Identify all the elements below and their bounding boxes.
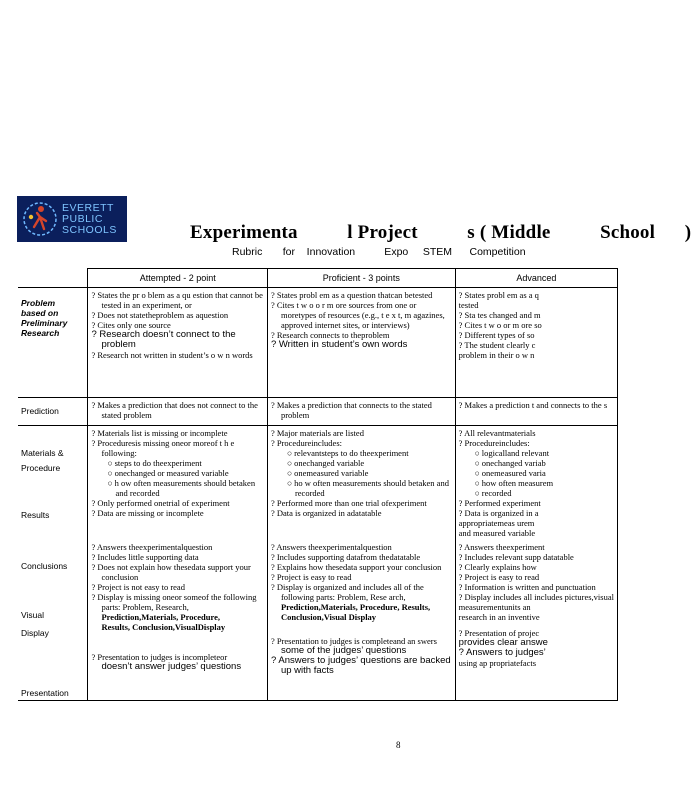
body-proficient: ? Major materials are listed ? Procedureincludes: ○ relevantsteps to do theexperiment ○ onechanged variable ○ onemeasured variable ○ ho w often measurements should betaken and recorded ? Performed more than one trial ofexperiment ? Data is organized in adatatable ? Answers theexperimentalquestion ? Includes supporting datafrom thedatatable ? Explains how thesedata support your conclusion ? Project is easy to read ? Display is organized and includes all of the following parts: Problem, Rese arch, Prediction,Materials, Procedure, Results, Conclusion,Visual Display ? Presentation to judges is completeand an swers some of the judges’ questions ? Answers to judges’ questions are backed up with facts <box>267 426 455 701</box>
circle-bullet-icon: ○ <box>474 448 480 458</box>
problem-proficient: ? States probl em as a question thatcan betested ? Cites t w o o r m ore sources from one or moretypes of resources (e.g., t e x t, m agazines, approved internet sites, or interviews) ? Research connects to theproblem ? Written in student’s own words <box>267 288 455 398</box>
circle-bullet-icon: ○ <box>286 458 293 468</box>
prediction-proficient: ? Makes a prediction that connects to the stated problem <box>267 398 455 426</box>
header-advanced: Advanced <box>455 269 617 288</box>
circle-bullet-icon: ○ <box>286 448 293 458</box>
circle-bullet-icon: ○ <box>107 458 113 468</box>
rubric-table <box>18 268 618 701</box>
problem-advanced: ? States probl em as a q tested ? Sta tes changed and m ? Cites t w o or m ore so ? Different types of so ? The student clearly c problem in their o w n <box>455 288 617 398</box>
body-advanced: ? All relevantmaterials ? Procedureincludes: ○ logicalland relevant ○ onechanged variab ○ onemeasured varia ○ how often measurem ○ recorded ? Performed experiment ? Data is organized in a appropriatemeas urem and measured variable ? Answers theexperiment ? Includes relevant supp datatable ? Clearly explains how ? Project is easy to read ? Information is written and punctuation ? Display includes all includes pictures,visual measurementunits an research in an inventive ? Presentation of projec provides clear answe ? Answers to judges’ using ap propriatefacts <box>455 426 617 701</box>
prediction-advanced: ? Makes a prediction t and connects to the s <box>455 398 617 426</box>
header-corner <box>18 269 88 288</box>
everett-logo <box>17 196 127 242</box>
circle-bullet-icon: ○ <box>474 458 480 468</box>
rubric-header-row <box>18 269 618 288</box>
row-prediction <box>18 398 618 426</box>
circle-bullet-icon: ○ <box>474 478 480 488</box>
page-title: Experimenta l Project s ( Middle School ) <box>190 222 691 243</box>
category-prediction: Prediction <box>18 398 88 426</box>
header-attempted: Attempted - 2 point <box>88 269 267 288</box>
category-stack: Materials & Procedure Results Conclusions Visual Display Presentation <box>18 426 88 701</box>
circle-bullet-icon: ○ <box>474 468 480 478</box>
row-body <box>18 426 618 701</box>
circle-bullet-icon: ○ <box>474 488 480 498</box>
page-subtitle: Rubric for Innovation Expo STEM Competition <box>232 246 526 258</box>
prediction-attempted: ? Makes a prediction that does not connect to the stated problem <box>88 398 267 426</box>
page-number: 8 <box>396 740 401 750</box>
problem-attempted: ? States the pr o blem as a qu estion that cannot be tested in an experiment, or ? Does not statetheproblem as aquestion ? Cites only one source ? Research doesn’t connect to the problem ? Research not written in student’s o w n words <box>88 288 267 398</box>
runner-logo-icon <box>20 199 60 239</box>
logo-text: EVERETT PUBLIC SCHOOLS <box>62 201 117 236</box>
body-attempted: ? Materials list is missing or incomplete ? Proceduresis missing oneor moreof t h e following: ○ steps to do theexperiment ○ onechanged or measured variable ○ h ow often measurements should betaken and recorded ? Only performed onetrial of experiment ? Data are missing or incomplete ? Answers theexperimentalquestion ? Includes little supporting data ? Does not explain how thesedata support your conclusion ? Project is not easy to read ? Display is missing oneor someof the following parts: Problem, Research, Prediction,Materials, Procedure, Results, Conclusion,VisualDisplay ? Presentation to judges is incompleteor doesn’t answer judges’ questions <box>88 426 267 701</box>
circle-bullet-icon: ○ <box>107 478 113 488</box>
circle-bullet-icon: ○ <box>286 478 293 488</box>
row-problem <box>18 288 618 398</box>
circle-bullet-icon: ○ <box>107 468 113 478</box>
circle-bullet-icon: ○ <box>286 468 293 478</box>
header-proficient: Proficient - 3 points <box>267 269 455 288</box>
category-problem: Problem based on Preliminary Research <box>18 288 88 398</box>
